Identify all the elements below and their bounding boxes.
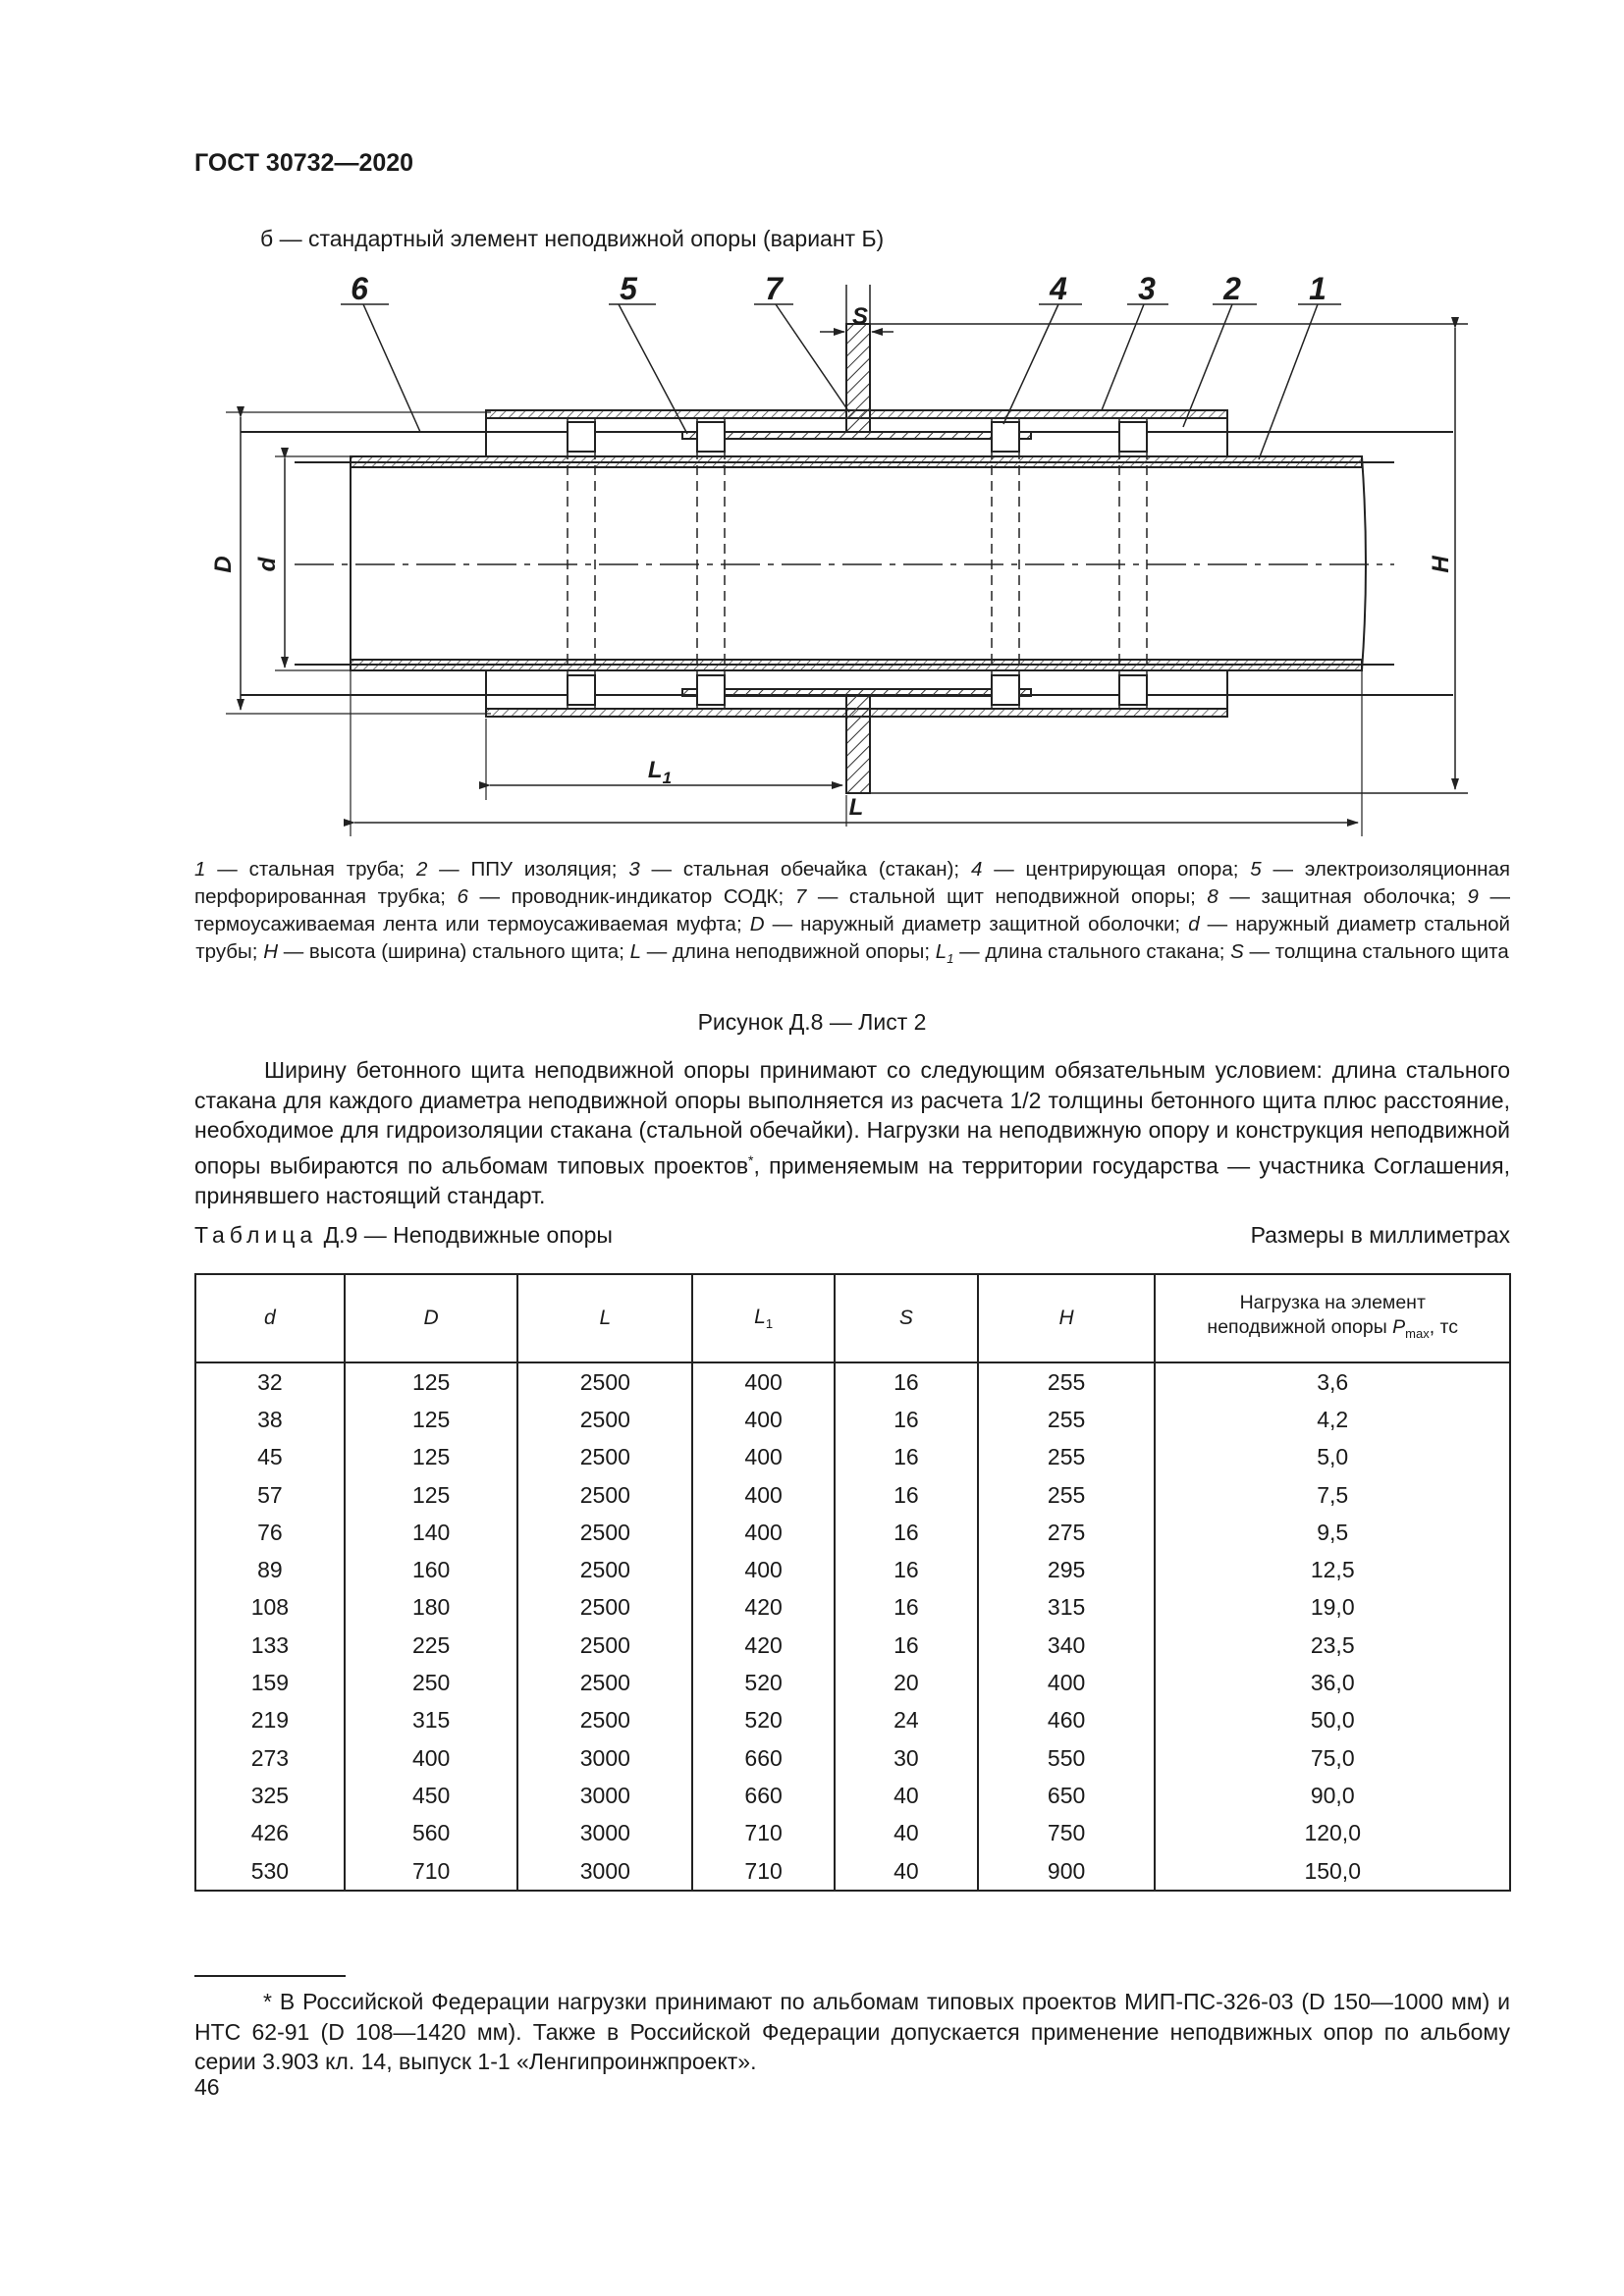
legend-key: S xyxy=(1230,940,1244,963)
table-cell: 125 xyxy=(345,1439,518,1476)
figure-legend xyxy=(194,856,1510,973)
dim-d-label: d xyxy=(254,557,281,572)
callout-4: 4 xyxy=(1050,271,1067,306)
table-cell: 2500 xyxy=(517,1702,692,1739)
legend-text: — наружный диаметр защитной оболочки; xyxy=(764,913,1189,935)
table-caption-rest: Д.9 — Неподвижные опоры xyxy=(317,1222,613,1248)
table-cell: 16 xyxy=(835,1401,978,1438)
table-caption-word: Таблица xyxy=(194,1222,318,1248)
legend-key: H xyxy=(263,940,278,963)
table-row xyxy=(195,1702,1510,1739)
table-cell: 125 xyxy=(345,1362,518,1401)
table-row xyxy=(195,1401,1510,1438)
header-d: d xyxy=(195,1274,345,1362)
table-row xyxy=(195,1664,1510,1701)
header-S: S xyxy=(835,1274,978,1362)
table-cell: 159 xyxy=(195,1664,345,1701)
table-cell: 16 xyxy=(835,1589,978,1627)
legend-key: 4 xyxy=(970,858,983,881)
table-cell: 3000 xyxy=(517,1777,692,1814)
table-cell: 255 xyxy=(978,1362,1156,1401)
dim-H-label: H xyxy=(1428,556,1454,573)
dim-L1-main: L xyxy=(647,757,663,783)
table-cell: 710 xyxy=(692,1852,835,1891)
paragraph-text-2: , применяемым на территории государства — участника Соглашения, принявшего настоящий стандарт. xyxy=(194,1152,1510,1208)
table-cell: 273 xyxy=(195,1739,345,1777)
table-cell: 2500 xyxy=(517,1514,692,1551)
load-header-unit: , тс xyxy=(1429,1316,1459,1339)
table-header-row xyxy=(195,1274,1510,1362)
table-cell: 250 xyxy=(345,1664,518,1701)
legend-key: d xyxy=(1188,913,1200,935)
callout-5: 5 xyxy=(620,271,637,306)
table-cell: 19,0 xyxy=(1155,1589,1510,1627)
table-cell: 520 xyxy=(692,1702,835,1739)
legend-text: — проводник-индикатор СОДК; xyxy=(467,885,795,908)
table-row xyxy=(195,1362,1510,1401)
callout-7: 7 xyxy=(765,271,783,306)
table-cell: 400 xyxy=(692,1439,835,1476)
header-L1 xyxy=(692,1274,835,1362)
table-cell: 255 xyxy=(978,1401,1156,1438)
table-cell: 325 xyxy=(195,1777,345,1814)
table-cell: 710 xyxy=(692,1815,835,1852)
header-H: H xyxy=(978,1274,1156,1362)
table-cell: 660 xyxy=(692,1777,835,1814)
footnote: * В Российской Федерации нагрузки принимают по альбомам типовых проектов МИП-ПС-326-03 (D 150—1000 мм) и НТС 62-91 (D 108—1420 мм). Также в Российской Федерации допускается применение неподвижных опор по альбому серии 3.903 кл. 14, выпуск 1-1 «Ленгипроинжпроект». xyxy=(194,1989,1510,2074)
table-cell: 650 xyxy=(978,1777,1156,1814)
table-cell: 133 xyxy=(195,1627,345,1664)
load-header-line1: Нагрузка на элемент xyxy=(1239,1292,1426,1314)
table-cell: 520 xyxy=(692,1664,835,1701)
table-cell: 57 xyxy=(195,1476,345,1514)
table-cell: 20 xyxy=(835,1664,978,1701)
table-cell: 76 xyxy=(195,1514,345,1551)
table-cell: 140 xyxy=(345,1514,518,1551)
table-cell: 120,0 xyxy=(1155,1815,1510,1852)
table-cell: 219 xyxy=(195,1702,345,1739)
figure-subcaption: б — стандартный элемент неподвижной опоры (вариант Б) xyxy=(260,226,885,251)
table-cell: 180 xyxy=(345,1589,518,1627)
table-cell: 24 xyxy=(835,1702,978,1739)
header-load xyxy=(1155,1274,1510,1362)
table-cell: 255 xyxy=(978,1476,1156,1514)
header-L1-sub: 1 xyxy=(765,1316,774,1332)
table-cell: 40 xyxy=(835,1852,978,1891)
document-header: ГОСТ 30732—2020 xyxy=(194,149,414,177)
table-cell: 36,0 xyxy=(1155,1664,1510,1701)
fixed-supports-table xyxy=(194,1273,1511,1892)
table-cell: 40 xyxy=(835,1777,978,1814)
header-L1-main: L xyxy=(754,1305,766,1328)
callout-1: 1 xyxy=(1309,271,1326,306)
legend-text: — длина стального стакана; xyxy=(953,940,1231,963)
dim-L1-sub: 1 xyxy=(662,769,673,787)
table-cell: 420 xyxy=(692,1589,835,1627)
table-cell: 340 xyxy=(978,1627,1156,1664)
legend-key: D xyxy=(749,913,765,935)
table-cell: 2500 xyxy=(517,1664,692,1701)
table-cell: 4,2 xyxy=(1155,1401,1510,1438)
table-cell: 50,0 xyxy=(1155,1702,1510,1739)
table-cell: 7,5 xyxy=(1155,1476,1510,1514)
table-cell: 125 xyxy=(345,1401,518,1438)
legend-text: — наружный диаметр стальной трубы; xyxy=(195,913,1511,963)
table-row xyxy=(195,1551,1510,1588)
legend-key: 1 xyxy=(194,858,206,881)
table-cell: 90,0 xyxy=(1155,1777,1510,1814)
load-header-p: P xyxy=(1392,1316,1406,1339)
table-cell: 295 xyxy=(978,1551,1156,1588)
table-cell: 45 xyxy=(195,1439,345,1476)
paragraph-text-1: Ширину бетонного щита неподвижной опоры принимают со следующим обязательным условием: длина стального стакана для каждого диаметра неподвижной опоры выполняется из расчета 1/2 толщины бетонного щита плюс расстояние, необходимое для гидроизоляции стакана (стальной обечайки). Нагрузки на неподвижную опору и конструкция неподвижной опоры выбираются по альбомам типовых проектов xyxy=(194,1057,1510,1179)
table-cell: 426 xyxy=(195,1815,345,1852)
table-cell: 150,0 xyxy=(1155,1852,1510,1891)
table-cell: 560 xyxy=(345,1815,518,1852)
legend-key: 2 xyxy=(415,858,428,881)
table-cell: 255 xyxy=(978,1439,1156,1476)
table-cell: 32 xyxy=(195,1362,345,1401)
legend-key: 3 xyxy=(628,858,640,881)
table-units: Размеры в миллиметрах xyxy=(1250,1222,1510,1248)
header-D: D xyxy=(345,1274,518,1362)
table-row xyxy=(195,1589,1510,1627)
table-cell: 16 xyxy=(835,1362,978,1401)
table-cell: 3000 xyxy=(517,1815,692,1852)
legend-text: — защитная оболочка; xyxy=(1218,885,1468,908)
dim-L-label: L xyxy=(848,794,864,821)
table-cell: 225 xyxy=(345,1627,518,1664)
table-cell: 2500 xyxy=(517,1589,692,1627)
load-header-line2: неподвижной опоры xyxy=(1207,1316,1393,1339)
table-cell: 5,0 xyxy=(1155,1439,1510,1476)
table-cell: 2500 xyxy=(517,1401,692,1438)
table-cell: 530 xyxy=(195,1852,345,1891)
legend-key: 8 xyxy=(1207,885,1218,908)
table-cell: 2500 xyxy=(517,1476,692,1514)
fixed-support-drawing xyxy=(0,265,1624,854)
table-cell: 275 xyxy=(978,1514,1156,1551)
table-row xyxy=(195,1852,1510,1891)
legend-text: — толщина стального щита xyxy=(1243,940,1509,963)
callout-2: 2 xyxy=(1223,271,1241,306)
table-cell: 750 xyxy=(978,1815,1156,1852)
table-cell: 3,6 xyxy=(1155,1362,1510,1401)
header-L: L xyxy=(517,1274,692,1362)
table-row xyxy=(195,1476,1510,1514)
legend-text: — ППУ изоляция; xyxy=(427,858,629,881)
table-cell: 400 xyxy=(692,1362,835,1401)
callout-6: 6 xyxy=(351,271,368,306)
table-cell: 900 xyxy=(978,1852,1156,1891)
callout-3: 3 xyxy=(1138,271,1156,306)
dim-D-label: D xyxy=(210,556,237,573)
table-cell: 400 xyxy=(692,1401,835,1438)
footnote-separator xyxy=(194,1975,346,1977)
table-cell: 315 xyxy=(978,1589,1156,1627)
legend-text: — длина неподвижной опоры; xyxy=(641,940,936,963)
table-cell: 2500 xyxy=(517,1627,692,1664)
table-cell: 23,5 xyxy=(1155,1627,1510,1664)
legend-text: — стальной щит неподвижной опоры; xyxy=(806,885,1208,908)
table-cell: 400 xyxy=(692,1476,835,1514)
table-cell: 16 xyxy=(835,1439,978,1476)
legend-text: — стальная труба; xyxy=(205,858,416,881)
legend-key: 5 xyxy=(1250,858,1262,881)
page-number: 46 xyxy=(194,2074,220,2100)
table-cell: 3000 xyxy=(517,1739,692,1777)
table-row xyxy=(195,1739,1510,1777)
legend-text: — электроизоляционная перфорированная трубка; xyxy=(194,858,1510,908)
table-cell: 108 xyxy=(195,1589,345,1627)
legend-key: L xyxy=(629,940,641,963)
table-row xyxy=(195,1514,1510,1551)
table-cell: 160 xyxy=(345,1551,518,1588)
table-cell: 125 xyxy=(345,1476,518,1514)
table-cell: 2500 xyxy=(517,1362,692,1401)
legend-text: — стальная обечайка (стакан); xyxy=(639,858,971,881)
dim-L1-label xyxy=(648,757,672,787)
legend-key: 7 xyxy=(794,885,807,908)
figure-caption: Рисунок Д.8 — Лист 2 xyxy=(697,1009,927,1035)
table-cell: 16 xyxy=(835,1514,978,1551)
legend-text: — высота (ширина) стального щита; xyxy=(278,940,630,963)
table-cell: 420 xyxy=(692,1627,835,1664)
table-cell: 315 xyxy=(345,1702,518,1739)
legend-key: 6 xyxy=(457,885,468,908)
table-caption xyxy=(194,1222,613,1249)
table-cell: 2500 xyxy=(517,1551,692,1588)
legend-key: $L_1$ xyxy=(935,940,954,967)
table-cell: 3000 xyxy=(517,1852,692,1891)
table-cell: 16 xyxy=(835,1627,978,1664)
table-row xyxy=(195,1777,1510,1814)
table-cell: 550 xyxy=(978,1739,1156,1777)
table-cell: 660 xyxy=(692,1739,835,1777)
table-cell: 450 xyxy=(345,1777,518,1814)
legend-text: — термоусаживаемая лента или термоусаживаемая муфта; xyxy=(194,885,1510,935)
table-cell: 40 xyxy=(835,1815,978,1852)
table-cell: 400 xyxy=(692,1514,835,1551)
table-cell: 9,5 xyxy=(1155,1514,1510,1551)
table-row xyxy=(195,1815,1510,1852)
table-cell: 460 xyxy=(978,1702,1156,1739)
table-cell: 2500 xyxy=(517,1439,692,1476)
legend-text: — центрирующая опора; xyxy=(982,858,1251,881)
table-cell: 400 xyxy=(692,1551,835,1588)
table-cell: 400 xyxy=(345,1739,518,1777)
table-cell: 16 xyxy=(835,1551,978,1588)
table-cell: 75,0 xyxy=(1155,1739,1510,1777)
table-cell: 89 xyxy=(195,1551,345,1588)
table-row xyxy=(195,1439,1510,1476)
paragraph-note-mark: * xyxy=(748,1151,754,1168)
body-paragraph xyxy=(194,1055,1510,1210)
dim-s-label: S xyxy=(851,303,869,330)
table-cell: 16 xyxy=(835,1476,978,1514)
table-cell: 400 xyxy=(978,1664,1156,1701)
table-row xyxy=(195,1627,1510,1664)
table-cell: 710 xyxy=(345,1852,518,1891)
table-cell: 38 xyxy=(195,1401,345,1438)
table-cell: 30 xyxy=(835,1739,978,1777)
table-cell: 12,5 xyxy=(1155,1551,1510,1588)
load-header-p-sub: max xyxy=(1405,1325,1430,1341)
legend-key: 9 xyxy=(1467,885,1479,908)
